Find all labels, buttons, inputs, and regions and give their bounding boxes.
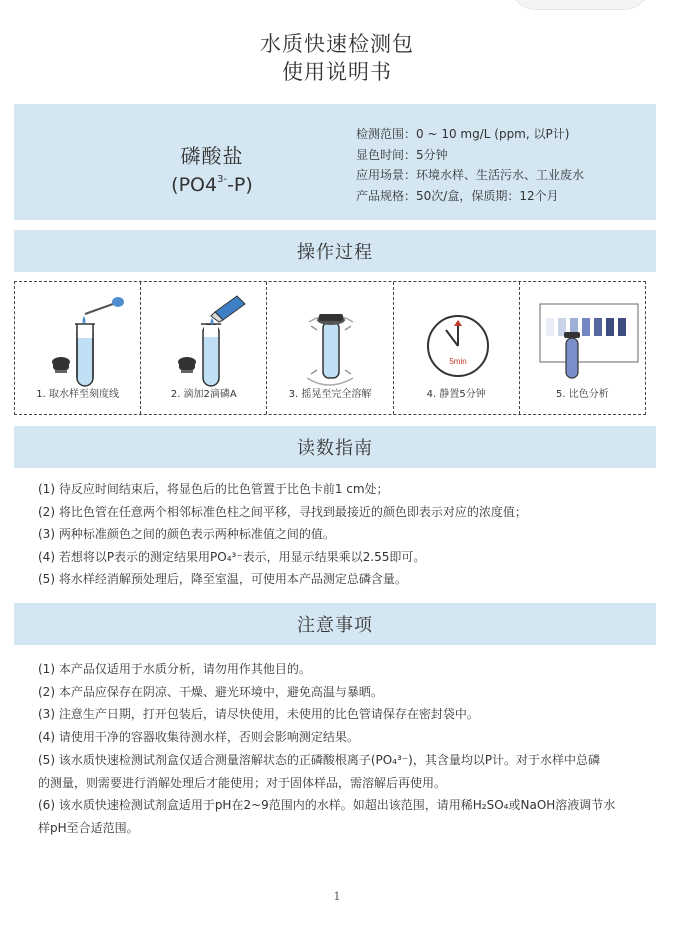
note-item: 的测量，则需要进行消解处理后才能使用；对于固体样品，需溶解后再使用。 xyxy=(38,775,447,790)
spec-row: 显色时间：5分钟 xyxy=(356,147,448,162)
reading-item: (3) 两种标准颜色之间的颜色表示两种标准值之间的值。 xyxy=(38,527,335,541)
notes-heading: 注意事项 xyxy=(14,603,656,645)
note-item: (1) 本产品仅适用于水质分析，请勿用作其他目的。 xyxy=(38,662,311,676)
spec-row: 应用场景：环境水样、生活污水、工业废水 xyxy=(356,168,585,182)
title-line-1: 水质快速检测包 xyxy=(260,32,414,56)
badge-text xyxy=(597,0,630,1)
step-label: 4. 静置5分钟 xyxy=(426,389,486,400)
step-label: 2. 滴加2滴磷A xyxy=(170,389,237,400)
reading-item: (4) 若想将以P表示的测定结果用PO₄³⁻表示，用显示结果乘以2.55即可。 xyxy=(38,549,426,564)
reading-item: (2) 将比色管在任意两个相邻标准色柱之间平移，寻找到最接近的颜色即表示对应的浓度值； xyxy=(38,504,527,519)
color-card-icon xyxy=(520,282,646,392)
step-2 xyxy=(141,282,267,414)
reading-heading: 读数指南 xyxy=(14,426,656,468)
top-corner-badge xyxy=(510,0,650,10)
operation-steps xyxy=(14,281,646,415)
product-name: 磷酸盐 xyxy=(180,144,244,168)
reading-list xyxy=(38,478,658,591)
note-item: (4) 请使用干净的容器收集待测水样，否则会影响测定结果。 xyxy=(38,730,359,745)
notes-list xyxy=(38,658,658,840)
product-info-panel xyxy=(14,104,656,220)
step-5 xyxy=(520,282,645,414)
clock-text: 5min xyxy=(448,357,467,366)
reading-item: (5) 将水样经消解预处理后，降至室温，可使用本产品测定总磷含量。 xyxy=(38,572,407,586)
operation-heading: 操作过程 xyxy=(14,230,656,272)
step-label: 3. 摇晃至完全溶解 xyxy=(288,389,372,400)
title-line-2: 使用说明书 xyxy=(282,60,392,84)
spec-row: 产品规格：50次/盒，保质期：12个月 xyxy=(356,188,559,203)
document-title xyxy=(0,30,674,86)
note-item: (3) 注意生产日期，打开包装后，请尽快使用，未使用的比色管请保存在密封袋中。 xyxy=(38,707,479,722)
shake-tube-icon xyxy=(267,282,393,392)
note-item: (5) 该水质快速检测试剂盒仅适合测量溶解状态的正磷酸根离子(PO₄³⁻)，其含量均以P计。对于水样中总磷 xyxy=(38,752,601,767)
note-item: 样pH至合适范围。 xyxy=(38,820,139,835)
step-1 xyxy=(15,282,141,414)
note-item: (2) 本产品应保存在阴凉、干燥、避光环境中，避免高温与暴晒。 xyxy=(38,684,383,699)
clock-icon xyxy=(394,282,520,392)
step-4 xyxy=(394,282,520,414)
step-3 xyxy=(267,282,393,414)
dropper-tube-icon xyxy=(15,282,141,392)
spec-list xyxy=(356,124,584,206)
step-label: 1. 取水样至刻度线 xyxy=(36,389,119,400)
reading-item: (1) 待反应时间结束后，将显色后的比色管置于比色卡前1 cm处； xyxy=(38,482,389,496)
spec-row: 检测范围：0 ~ 10 mg/L (ppm, 以P计) xyxy=(356,127,570,141)
product-formula: $(PO4^{3-}-P)$ xyxy=(171,174,253,196)
page-number: 1 xyxy=(333,890,341,903)
note-item: (6) 该水质快速检测试剂盒适用于pH在2~9范围内的水样。如超出该范围，请用稀H₂SO₄或NaOH溶液调节水 xyxy=(38,798,616,813)
reagent-bottle-tube-icon xyxy=(141,282,267,392)
step-label: 5. 比色分析 xyxy=(556,389,609,400)
